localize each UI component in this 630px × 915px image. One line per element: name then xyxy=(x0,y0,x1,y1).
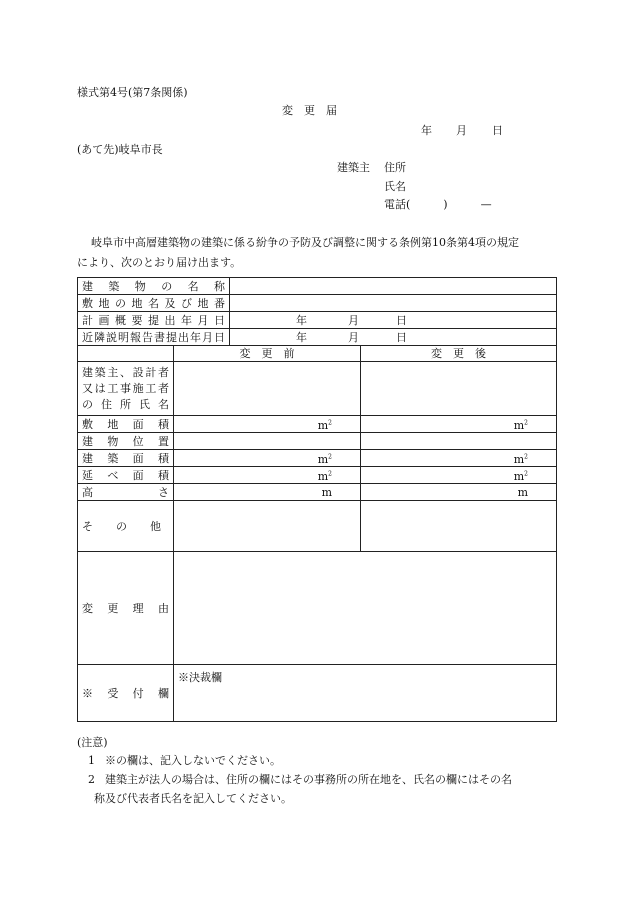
height-before-unit: m xyxy=(321,485,332,499)
site-area-before-unit: $m^2$ xyxy=(317,418,332,432)
addressee: (あて先)岐阜市長 xyxy=(77,143,163,156)
date-year-label: 年 xyxy=(421,124,432,137)
persons-after-field[interactable] xyxy=(361,362,557,416)
row-building-area xyxy=(78,450,557,467)
notes-title: (注意) xyxy=(77,736,108,749)
intro-line-2: により、次のとおり届け出ます。 xyxy=(77,256,242,269)
height-label: 高さ xyxy=(78,484,174,501)
building-name-field[interactable] xyxy=(230,278,557,295)
building-area-after-unit: $m^2$ xyxy=(513,452,528,466)
report-date-field[interactable] xyxy=(230,329,557,346)
building-position-label: 建物位置 xyxy=(78,433,174,450)
row-building-position xyxy=(78,433,557,450)
floor-area-before-field[interactable] xyxy=(174,467,361,484)
row-site-area xyxy=(78,416,557,433)
report-date-day: 日 xyxy=(396,330,407,344)
reason-field[interactable] xyxy=(174,552,557,665)
row-height xyxy=(78,484,557,501)
building-area-label: 建築面積 xyxy=(78,450,174,467)
building-area-after-field[interactable] xyxy=(361,450,557,467)
building-position-before-field[interactable] xyxy=(174,433,361,450)
decision-label: ※決裁欄 xyxy=(178,671,222,684)
floor-area-label: 延べ面積 xyxy=(78,467,174,484)
other-label: その他 xyxy=(78,501,174,552)
date-day-label: 日 xyxy=(492,124,503,137)
row-site-location xyxy=(78,295,557,312)
other-after-field[interactable] xyxy=(361,501,557,552)
reason-label: 変更理由 xyxy=(78,552,174,665)
before-header: 変 更 前 xyxy=(174,346,361,362)
floor-area-after-field[interactable] xyxy=(361,467,557,484)
report-date-label: 近隣説明報告書提出年月日 xyxy=(78,329,230,346)
note-2-text-line-1: 建築主が法人の場合は、住所の欄にはその事務所の所在地を、氏名の欄にはその名 xyxy=(105,773,512,786)
date-month-label: 月 xyxy=(456,124,467,137)
form-title: 変 更 届 xyxy=(282,104,337,117)
height-after-unit: m xyxy=(517,485,528,499)
form-number: 様式第4号(第7条関係) xyxy=(77,86,188,99)
height-after-field[interactable] xyxy=(361,484,557,501)
building-area-before-unit: $m^2$ xyxy=(317,452,332,466)
decision-field xyxy=(174,665,557,722)
building-position-after-field[interactable] xyxy=(361,433,557,450)
intro-line-1: 岐阜市中高層建築物の建築に係る紛争の予防及び調整に関する条例第10条第4項の規定 xyxy=(91,236,519,249)
other-before-field[interactable] xyxy=(174,501,361,552)
site-location-field[interactable] xyxy=(230,295,557,312)
height-before-field[interactable] xyxy=(174,484,361,501)
row-before-after-header xyxy=(78,346,557,362)
site-area-after-field[interactable] xyxy=(361,416,557,433)
plan-date-month: 月 xyxy=(348,313,359,327)
persons-before-field[interactable] xyxy=(174,362,361,416)
change-form-table xyxy=(77,277,557,722)
note-1-number: 1 xyxy=(88,754,95,767)
row-reception xyxy=(78,665,557,722)
header-blank xyxy=(78,346,174,362)
note-2-number: 2 xyxy=(88,773,95,786)
site-area-before-field[interactable] xyxy=(174,416,361,433)
row-reason xyxy=(78,552,557,665)
name-label: 氏名 xyxy=(384,180,406,193)
row-report-date xyxy=(78,329,557,346)
site-location-label: 敷地の地名及び地番 xyxy=(78,295,230,312)
row-plan-date xyxy=(78,312,557,329)
persons-label: 建築主、設計者又は工事施工者の住所氏名 xyxy=(78,362,174,416)
report-date-year: 年 xyxy=(296,330,307,344)
row-other xyxy=(78,501,557,552)
plan-date-field[interactable] xyxy=(230,312,557,329)
site-area-after-unit: $m^2$ xyxy=(513,418,528,432)
floor-area-before-unit: $m^2$ xyxy=(317,469,332,483)
building-area-before-field[interactable] xyxy=(174,450,361,467)
site-area-label: 敷地面積 xyxy=(78,416,174,433)
plan-date-label: 計画概要提出年月日 xyxy=(78,312,230,329)
report-date-month: 月 xyxy=(348,330,359,344)
address-label: 住所 xyxy=(384,161,406,174)
row-floor-area xyxy=(78,467,557,484)
note-2-text-line-2: 称及び代表者氏名を記入してください。 xyxy=(94,792,292,805)
reception-label: ※受付欄 xyxy=(78,665,174,722)
row-persons xyxy=(78,362,557,416)
after-header: 変 更 後 xyxy=(361,346,557,362)
applicant-label: 建築主 xyxy=(337,161,370,174)
row-building-name xyxy=(78,278,557,295)
plan-date-day: 日 xyxy=(396,313,407,327)
note-1-text: ※の欄は、記入しないでください。 xyxy=(105,754,281,767)
phone-label: 電話( ) — xyxy=(384,198,492,211)
floor-area-after-unit: $m^2$ xyxy=(513,469,528,483)
plan-date-year: 年 xyxy=(296,313,307,327)
building-name-label: 建築物の名称 xyxy=(78,278,230,295)
